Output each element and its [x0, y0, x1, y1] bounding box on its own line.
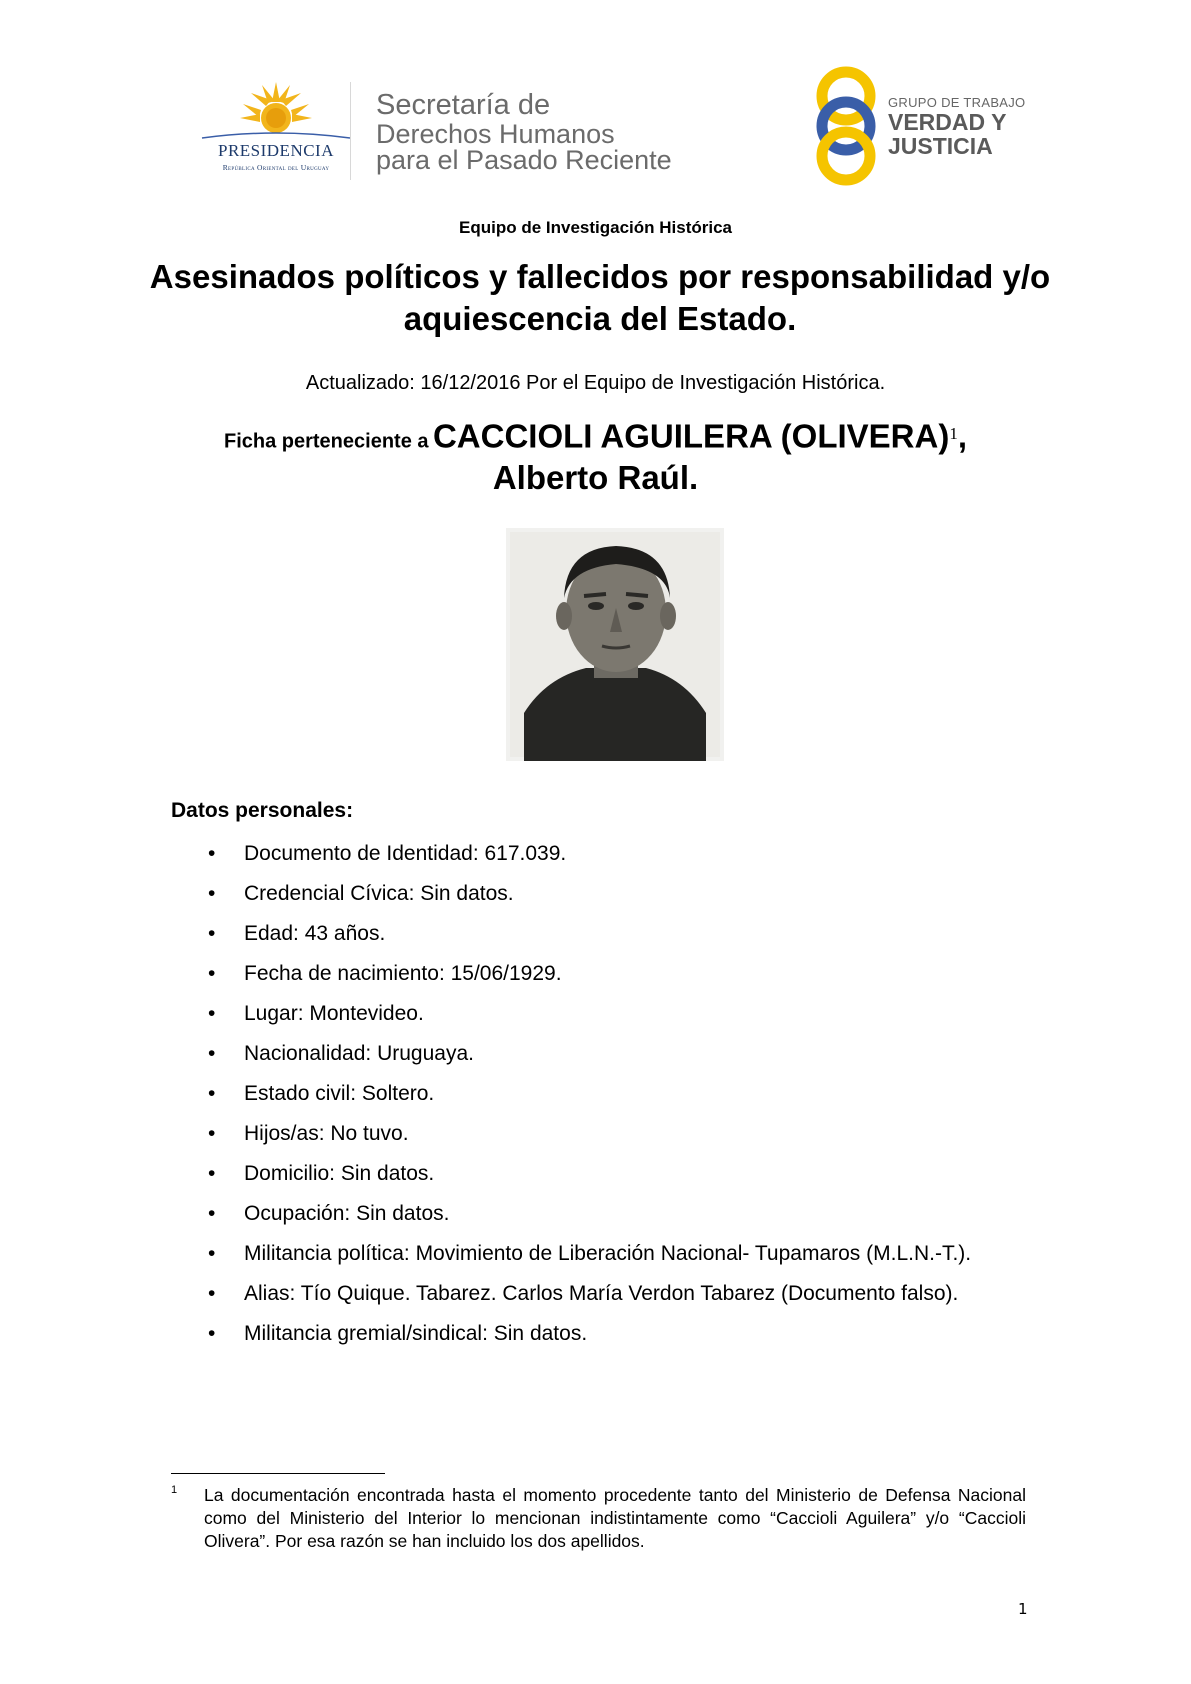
team-heading: Equipo de Investigación Histórica	[459, 218, 732, 237]
list-item	[171, 1280, 1026, 1308]
footnote-text: La documentación encontrada hasta el momento procedente tanto del Ministerio de Defensa Nacional como del Ministerio del Interior lo mencionan indistintamente como “Caccioli Aguilera” y/o “Caccioli Olivera”. Por esa razón se han incluido los dos apellidos.	[204, 1485, 1026, 1551]
portrait-photo	[506, 528, 724, 761]
list-item-text: Fecha de nacimiento: 15/06/1929.	[244, 962, 562, 985]
bullet-icon: •	[208, 1322, 216, 1345]
bullet-icon: •	[208, 1002, 216, 1025]
presidencia-subtitle: República Oriental del Uruguay	[222, 163, 330, 172]
bullet-icon: •	[208, 1242, 216, 1265]
bullet-icon: •	[208, 922, 216, 945]
bullet-icon: •	[208, 1042, 216, 1065]
header-divider	[350, 82, 351, 180]
bullet-icon: •	[208, 842, 216, 865]
list-item-text: Estado civil: Soltero.	[244, 1082, 435, 1105]
list-item	[171, 960, 1026, 988]
personal-data-heading: Datos personales:	[171, 799, 354, 822]
secretaria-line3: para el Pasado Reciente	[376, 145, 672, 175]
list-item-text: Nacionalidad: Uruguaya.	[244, 1042, 474, 1065]
footnote-reference[interactable]: 1	[949, 424, 958, 443]
list-item	[171, 1200, 1026, 1228]
document-title: Asesinados políticos y fallecidos por responsabilidad y/o aquiescencia del Estado.	[149, 258, 1051, 337]
list-item	[171, 1240, 1026, 1268]
list-item-text: Documento de Identidad: 617.039.	[244, 842, 567, 865]
list-item	[171, 1040, 1026, 1068]
secretaria-line2: Derechos Humanos	[376, 119, 615, 149]
secretaria-line1: Secretaría de	[376, 89, 551, 121]
list-item	[171, 1000, 1026, 1028]
list-item-text: Lugar: Montevideo.	[244, 1002, 424, 1025]
bullet-icon: •	[208, 1202, 216, 1225]
verdad-label: VERDAD Y	[888, 109, 1007, 135]
ficha-given-names: Alberto Raúl.	[492, 459, 699, 496]
list-item	[171, 1120, 1026, 1148]
bullet-icon: •	[208, 1282, 216, 1305]
bullet-icon: •	[208, 1162, 216, 1185]
bullet-icon: •	[208, 882, 216, 905]
ficha-surname: CACCIOLI AGUILERA (OLIVERA)	[432, 417, 950, 455]
footnote-rule	[171, 1473, 385, 1474]
justicia-label: JUSTICIA	[888, 133, 993, 159]
ficha-prefix: Ficha perteneciente a	[223, 430, 429, 453]
list-item-text: Domicilio: Sin datos.	[244, 1162, 435, 1185]
bullet-icon: •	[208, 1082, 216, 1105]
list-item	[171, 840, 1026, 868]
grupo-trabajo-label: GRUPO DE TRABAJO	[888, 95, 1026, 110]
presidencia-name: PRESIDENCIA	[217, 141, 334, 160]
list-item-text: Edad: 43 años.	[244, 922, 386, 945]
list-item	[171, 880, 1026, 908]
ficha-heading	[0, 416, 1191, 463]
list-item-text: Ocupación: Sin datos.	[244, 1202, 450, 1225]
personal-data-list	[171, 840, 1026, 1360]
list-item	[171, 1080, 1026, 1108]
list-item-text: Credencial Cívica: Sin datos.	[244, 882, 514, 905]
list-item-text: Alias: Tío Quique. Tabarez. Carlos María Verdon Tabarez (Documento falso).	[244, 1282, 959, 1305]
page-number: 1	[1018, 1600, 1028, 1618]
list-item-text: Hijos/as: No tuvo.	[244, 1122, 409, 1145]
updated-line: Actualizado: 16/12/2016 Por el Equipo de Investigación Histórica.	[305, 372, 886, 394]
list-item	[171, 1160, 1026, 1188]
list-item-text: Militancia gremial/sindical: Sin datos.	[244, 1322, 588, 1345]
footnote-number: 1	[171, 1484, 178, 1496]
list-item-text: Militancia política: Movimiento de Liberación Nacional- Tupamaros (M.L.N.-T.).	[244, 1242, 972, 1265]
list-item	[171, 1320, 1026, 1348]
list-item	[171, 920, 1026, 948]
bullet-icon: •	[208, 962, 216, 985]
ficha-comma: ,	[957, 417, 968, 455]
bullet-icon: •	[208, 1122, 216, 1145]
